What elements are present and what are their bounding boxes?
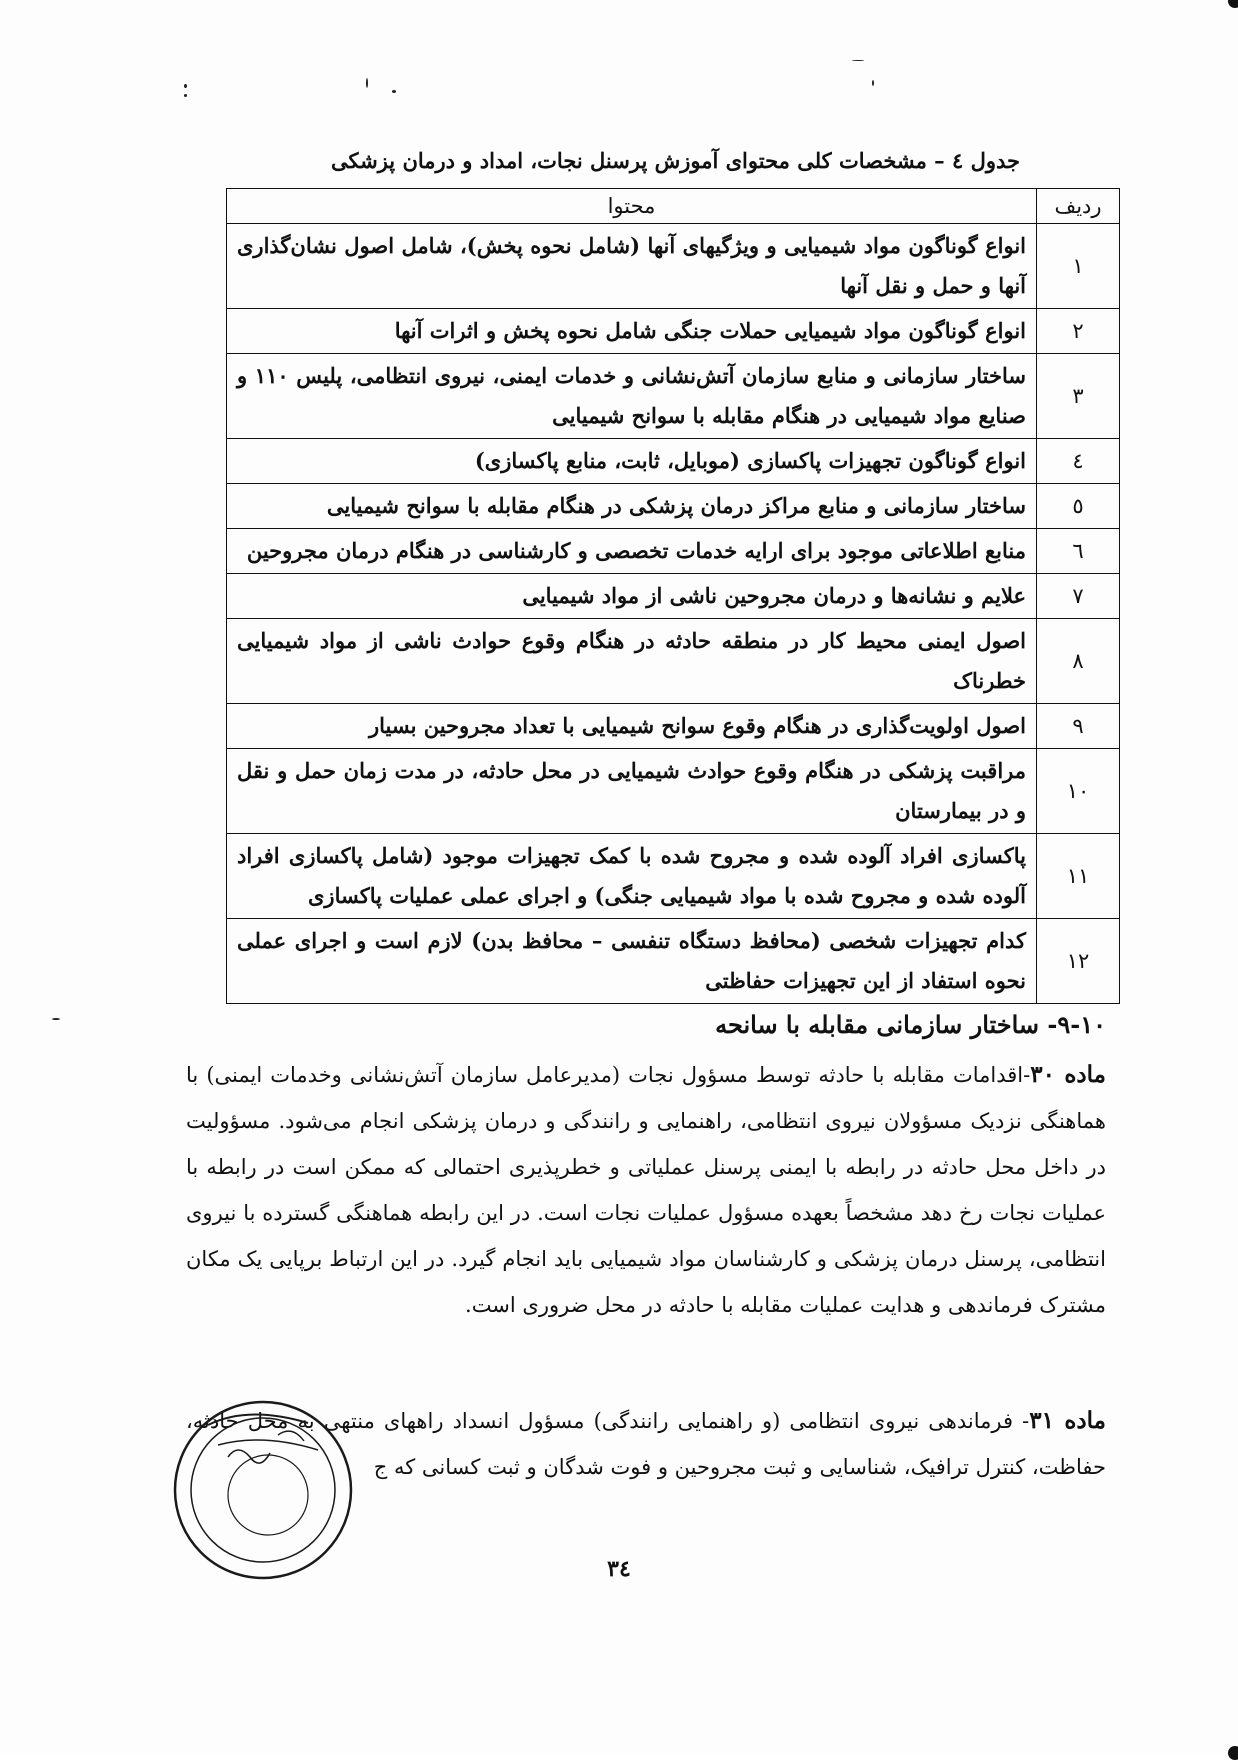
scan-corner-mark-bottom-right: [1228, 1746, 1238, 1760]
page-number: ٣٤: [607, 1556, 631, 1582]
table-row: [227, 834, 1120, 919]
scan-speck: [872, 80, 874, 86]
row-content: انواع گوناگون مواد شیمیایی حملات جنگی شامل نحوه پخش و اثرات آنها: [227, 309, 1037, 354]
scan-speck: [184, 94, 187, 97]
article-30-label: ماده ٣٠: [1030, 1061, 1106, 1088]
training-content-table: [226, 188, 1120, 1004]
row-content: انواع گوناگون تجهیزات پاکسازی (موبایل، ثابت، منابع پاکسازی): [227, 439, 1037, 484]
row-content: اصول ایمنی محیط کار در منطقه حادثه در هنگام وقوع حوادث ناشی از مواد شیمیایی خطرناک: [227, 619, 1037, 704]
row-number: ٧: [1037, 574, 1120, 619]
table-row: [227, 354, 1120, 439]
table-header-row: [227, 189, 1120, 224]
row-number: ٨: [1037, 619, 1120, 704]
scan-speck: [392, 90, 396, 93]
row-number: ٥: [1037, 484, 1120, 529]
section-heading: ١٠-٩- ساختار سازمانی مقابله با سانحه: [715, 1010, 1106, 1039]
row-content: اصول اولویت‌گذاری در هنگام وقوع سوانح شیمیایی با تعداد مجروحین بسیار: [227, 704, 1037, 749]
row-number: ٩: [1037, 704, 1120, 749]
row-content: منابع اطلاعاتی موجود برای ارایه خدمات تخصصی و کارشناسی در هنگام درمان مجروحین: [227, 529, 1037, 574]
row-content: مراقبت پزشکی در هنگام وقوع حوادث شیمیایی در محل حادثه، در مدت زمان حمل و نقل و در بیمارستان: [227, 749, 1037, 834]
scan-speck: [366, 78, 368, 88]
article-30-text: -اقدامات مقابله با حادثه توسط مسؤول نجات (مدیرعامل سازمان آتش‌نشانی وخدمات ایمنی) با هماهنگی نزدیک مسؤولان نیروی انتظامی، راهنمایی و رانندگی و درمان پزشکی انجام می‌شود. مسؤولیت در داخل محل حادثه در رابطه با ایمنی پرسنل عملیاتی و خطرپذیری احتمالی که ممکن است در رابطه با عملیات نجات رخ دهد مشخصاً بعهده مسؤول عملیات نجات است. در این رابطه هماهنگی گسترده با نیروی انتظامی، پرسنل درمان پزشکی و کارشناسان مواد شیمیایی باید انجام گیرد. در این ارتباط برپایی یک مکان مشترک فرماندهی و هدایت عملیات مقابله با حادثه در محل ضروری است.: [186, 1063, 1106, 1317]
table-row: [227, 704, 1120, 749]
row-number: ١٢: [1037, 919, 1120, 1004]
row-number: ١: [1037, 224, 1120, 309]
header-row-number: ردیف: [1037, 189, 1120, 224]
row-content: کدام تجهیزات شخصی (محافظ دستگاه تنفسی – محافظ بدن) لازم است و اجرای عملی نحوه استفاد از این تجهیزات حفاظتی: [227, 919, 1037, 1004]
row-number: ٢: [1037, 309, 1120, 354]
scan-speck: [852, 60, 864, 61]
scan-speck: [184, 84, 187, 88]
table-row: [227, 749, 1120, 834]
table-row: [227, 439, 1120, 484]
row-number: ١٠: [1037, 749, 1120, 834]
row-content: پاکسازی افراد آلوده شده و مجروح شده با کمک تجهیزات موجود (شامل پاکسازی افراد آلوده شده و مجروح شده با مواد شیمیایی جنگی) و اجرای عملی عملیات پاکسازی: [227, 834, 1037, 919]
row-number: ٤: [1037, 439, 1120, 484]
row-content: ساختار سازمانی و منابع سازمان آتش‌نشانی و خدمات ایمنی، نیروی انتظامی، پلیس ١١٠ و صنایع مواد شیمیایی در هنگام مقابله با سوانح شیمیایی: [227, 354, 1037, 439]
article-31-text: - فرماندهی نیروی انتظامی (و راهنمایی رانندگی) مسؤول انسداد راههای منتهی به محل حادثه، حفاظت، کنترل ترافیک، شناسایی و ثبت مجروحین و فوت شدگان و ثبت کسانی که ج: [186, 1409, 1106, 1479]
table-row: [227, 309, 1120, 354]
table-row: [227, 619, 1120, 704]
article-30: [186, 1052, 1106, 1328]
row-number: ٣: [1037, 354, 1120, 439]
table-row: [227, 224, 1120, 309]
table-caption: جدول ٤ – مشخصات کلی محتوای آموزش پرسنل نجات، امداد و درمان پزشکی: [331, 148, 1020, 173]
scan-speck: [52, 1018, 60, 1020]
article-31-label: ماده ٣١: [1029, 1407, 1106, 1434]
table-row: [227, 919, 1120, 1004]
scan-corner-mark-top-right: [1228, 0, 1238, 8]
row-number: ٦: [1037, 529, 1120, 574]
row-content: علایم و نشانه‌ها و درمان مجروحین ناشی از مواد شیمیایی: [227, 574, 1037, 619]
table-row: [227, 484, 1120, 529]
row-content: انواع گوناگون مواد شیمیایی و ویژگیهای آنها (شامل نحوه پخش)، شامل اصول نشان‌گذاری آنها و حمل و نقل آنها: [227, 224, 1037, 309]
row-content: ساختار سازمانی و منابع مراکز درمان پزشکی در هنگام مقابله با سوانح شیمیایی: [227, 484, 1037, 529]
table-row: [227, 574, 1120, 619]
header-content: محتوا: [227, 189, 1037, 224]
row-number: ١١: [1037, 834, 1120, 919]
table-row: [227, 529, 1120, 574]
